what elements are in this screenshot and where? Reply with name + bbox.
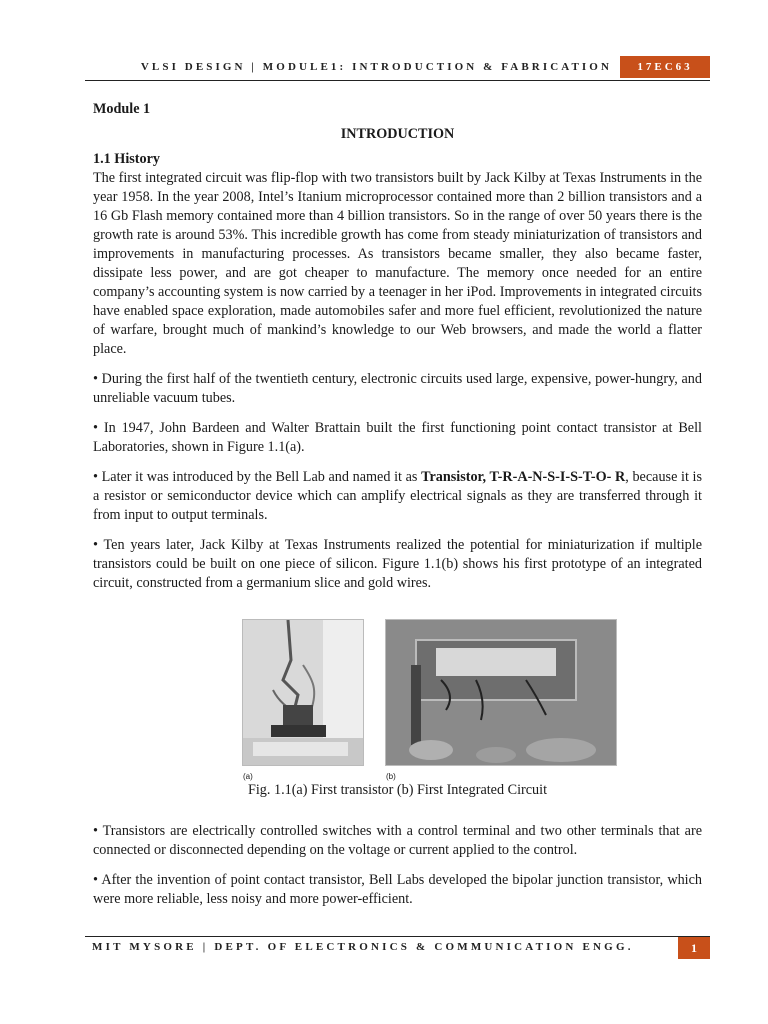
footer-institution: MIT MYSORE | DEPT. OF ELECTRONICS & COMMUNICATION ENGG.	[92, 941, 634, 953]
page-header	[85, 56, 710, 81]
page-number: 1	[678, 937, 710, 959]
page-footer	[85, 936, 710, 961]
bullet-bjt: • After the invention of point contact transistor, Bell Labs developed the bipolar junction transistor, which were more reliable, less noisy and more power-efficient.	[93, 872, 702, 907]
transistor-term: Transistor, T-R-A-N-S-I-S-T-O- R	[421, 469, 626, 485]
bullet-text-pre: • Later it was introduced by the Bell Lab and named it as	[93, 469, 422, 485]
first-transistor-photo	[242, 619, 364, 766]
history-paragraph: The first integrated circuit was flip-flop with two transistors built by Jack Kilby at Texas Instruments in the year 1958. In the year 2008, Intel’s Itanium microprocessor contained more than 2 billion transistors and a 16 Gb Flash memory contained more than 4 billion transistors. So in the range of over 50 years there is the growth rate is around 53%. This incredible growth has come from steady miniaturization of transistors and improvements in manufacturing processes. As transistors became smaller, they also became faster, dissipate less power, and are got cheaper to manufacture. The memory once needed for an entire company’s accounting system is now carried by a teenager in her iPod. Improvements in integrated circuits have enabled space exploration, made automobiles safer and more fuel efficient, revolutionized the nature of warfare, brought much of mankind’s knowledge to our Web browsers, and made the world a flatter place.	[93, 170, 702, 357]
chapter-title: INTRODUCTION	[340, 126, 455, 142]
bullet-vacuum-tubes: • During the first half of the twentieth century, electronic circuits used large, expensive, power-hungry, and unreliable vacuum tubes.	[93, 371, 702, 406]
first-ic-photo	[385, 619, 617, 766]
bullet-point-contact: • In 1947, John Bardeen and Walter Brattain built the first functioning point contact transistor at Bell Laboratories, shown in Figure 1.1(a).	[93, 420, 702, 455]
figure-label-b: (b)	[386, 772, 396, 781]
course-code-badge: 17EC63	[620, 56, 710, 78]
module-label: Module 1	[93, 101, 151, 117]
first-ic-illustration	[386, 620, 616, 765]
header-title: VLSI DESIGN | MODULE1: INTRODUCTION & FABRICATION	[140, 61, 612, 73]
figure-label-a: (a)	[243, 772, 253, 781]
section-title: 1.1 History	[93, 151, 160, 167]
bullet-transistor-name	[93, 468, 702, 525]
bullet-text-post: , because it is a resistor or semiconductor device which can amplify electrical signals as they are transferred through it from input to output terminals.	[93, 469, 702, 523]
figure-1-1	[93, 619, 702, 811]
first-transistor-illustration	[243, 620, 363, 765]
figure-caption: Fig. 1.1(a) First transistor (b) First Integrated Circuit	[247, 782, 548, 798]
bullet-kilby: • Ten years later, Jack Kilby at Texas Instruments realized the potential for miniaturization if multiple transistors could be built on one piece of silicon. Figure 1.1(b) shows his first prototype of an integrated circuit, constructed from a germanium slice and gold wires.	[93, 537, 702, 591]
bullet-switches: • Transistors are electrically controlled switches with a control terminal and two other terminals that are connected or disconnected depending on the voltage or current applied to the control.	[93, 823, 702, 858]
page-content	[93, 100, 702, 909]
